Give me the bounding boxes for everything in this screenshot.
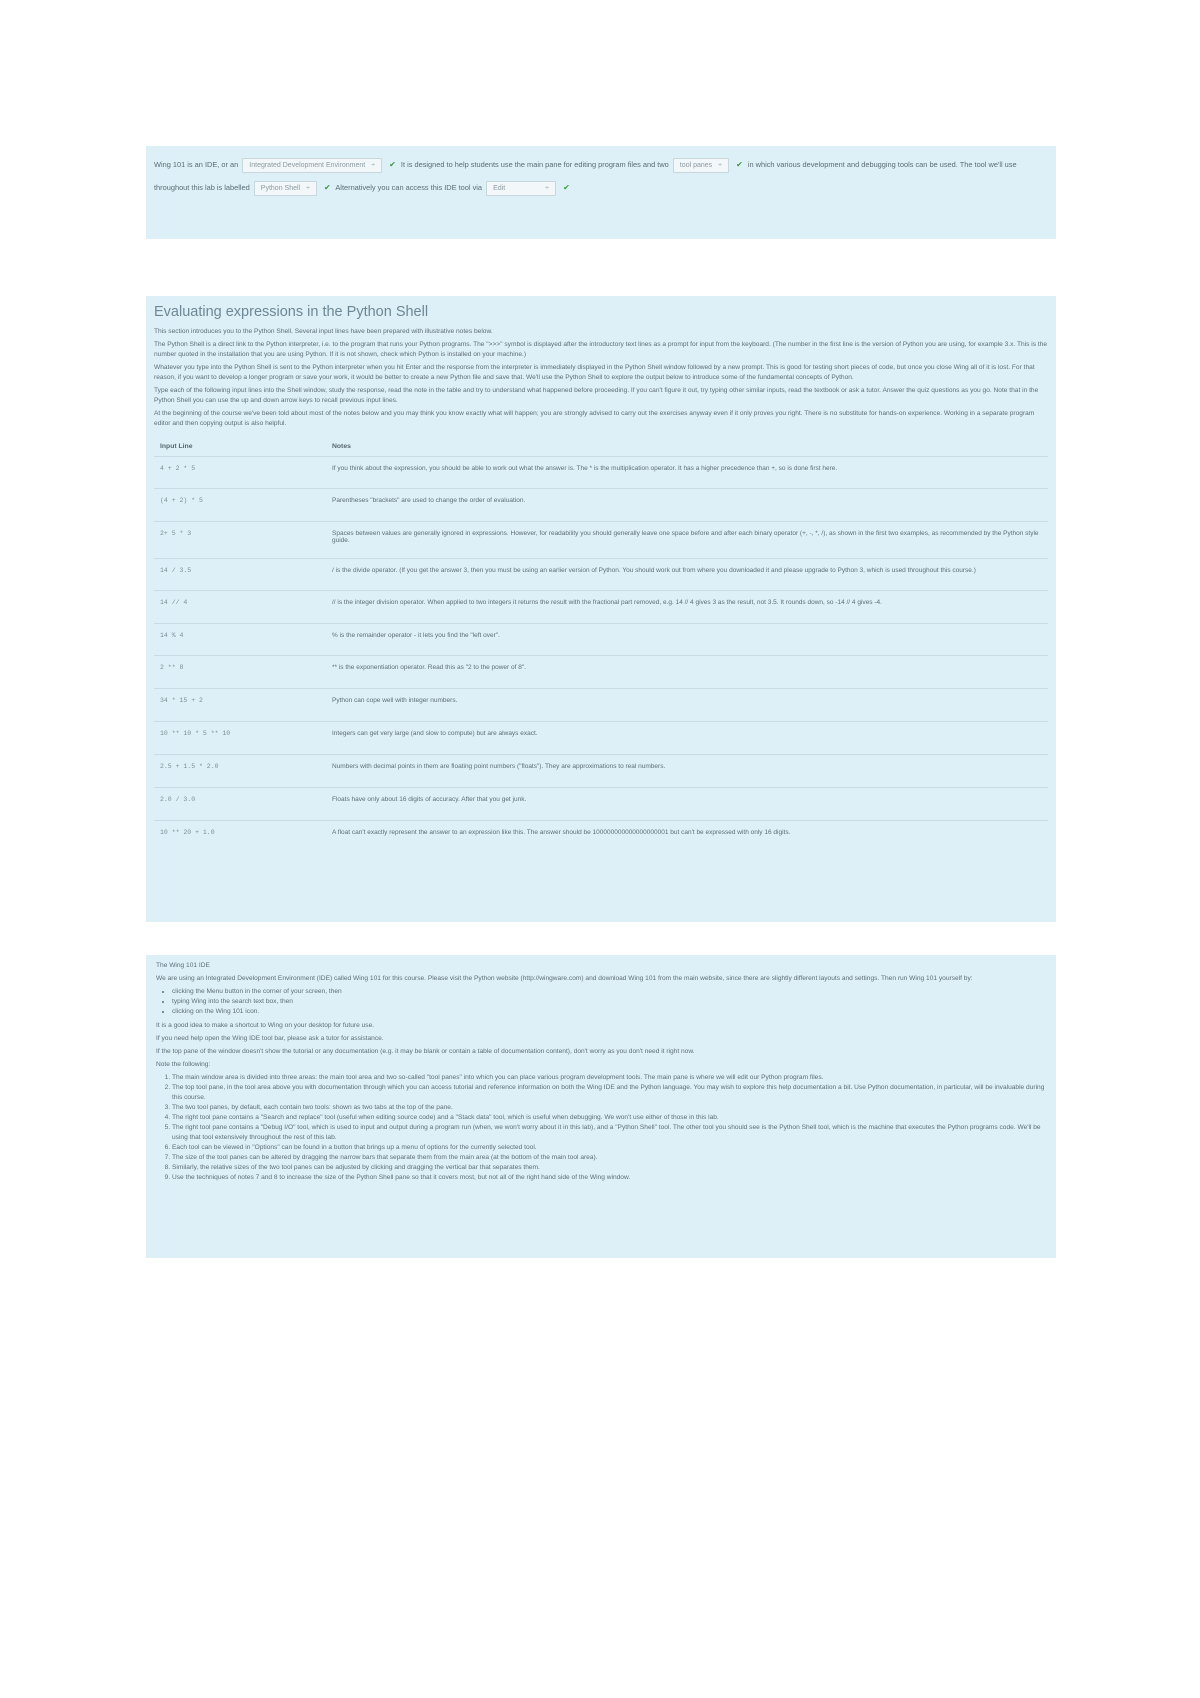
- list-item: 7. The size of the tool panes can be altered by dragging the narrow bars that separate them from the main area (at the bottom of the main tool area).: [172, 1153, 1046, 1163]
- note-cell: If you think about the expression, you should be able to work out what the answer is. The * is the multiplication operator. It has a higher precedence than +, so is done first here.: [326, 457, 1048, 489]
- wing-paragraph: If the top pane of the window doesn't show the tutorial or any documentation (e.g. it may be blank or contain a table of documentation content), don't worry as you don't need it right now.: [156, 1048, 695, 1055]
- wing-ide-panel: [146, 955, 1056, 1258]
- input-line: 10 ** 10 * 5 ** 10: [154, 722, 326, 755]
- input-line: (4 + 2) * 5: [154, 489, 326, 522]
- expressions-table: [154, 437, 1048, 861]
- note-cell: ** is the exponentiation operator. Read this as "2 to the power of 8".: [326, 656, 1048, 689]
- table-row: [154, 489, 1048, 522]
- input-line: 4 + 2 * 5: [154, 457, 326, 489]
- input-line: 10 ** 20 + 1.0: [154, 821, 326, 861]
- note-cell: A float can't exactly represent the answer to an expression like this. The answer should be 100000000000000000001 but can't be expressed with only 16 digits.: [326, 821, 1048, 861]
- section-paragraph: At the beginning of the course we've been told about most of the notes below and you may think you know exactly what will happen; you are strongly advised to carry out the exercises anyway even if it only proves you right. There is no substitute for hands-on experience. Working in a separate program editor and then copying output is also helpful.: [154, 410, 1035, 427]
- list-item: 4. The right tool pane contains a "Search and replace" tool (useful when editing source code) and a "Stack data" tool, which is useful when debugging. We won't use either of those in this lab.: [172, 1113, 1046, 1123]
- check-icon: ✔: [324, 183, 331, 192]
- panes-dropdown[interactable]: tool panes ÷: [673, 158, 729, 173]
- note-cell: Spaces between values are generally ignored in expressions. However, for readability you should generally leave one space before and after each binary operator (+, -, *, /), as shown in the first two examples, as recommended by the Python style guide.: [326, 522, 1048, 559]
- table-row: [154, 722, 1048, 755]
- input-line: 14 // 4: [154, 591, 326, 624]
- chevron-down-icon: ÷: [306, 184, 310, 192]
- quiz-text-4: used. The tool we'll use throughout this lab is labelled: [154, 160, 1017, 192]
- table-row: [154, 559, 1048, 591]
- wing-steps-list: [156, 987, 1046, 1017]
- input-line: 2.5 + 1.5 * 2.0: [154, 755, 326, 788]
- note-cell: % is the remainder operator - it lets you find the "left over".: [326, 624, 1048, 656]
- list-item: • clicking on the Wing 101 icon.: [172, 1007, 1046, 1017]
- input-line: 14 / 3.5: [154, 559, 326, 591]
- list-item: • clicking the Menu button in the corner of your screen, then: [172, 987, 1046, 997]
- note-cell: Python can cope well with integer numbers.: [326, 689, 1048, 722]
- input-line: 14 % 4: [154, 624, 326, 656]
- wing-paragraph: It is a good idea to make a shortcut to Wing on your desktop for future use.: [156, 1022, 375, 1029]
- ide-acronym-dropdown[interactable]: Integrated Development Environment ÷: [242, 158, 382, 173]
- column-header-input: Input Line: [160, 443, 193, 450]
- section-paragraph: This section introduces you to the Python Shell. Several input lines have been prepared with illustrative notes below.: [154, 328, 493, 335]
- table-row: [154, 689, 1048, 722]
- list-item: 5. The right tool pane contains a "Debug I/O" tool, which is used to input and output during a program run (when, we won't worry about it in this lab), and a "Python Shell" tool. The other tool you should see is the Python Shell tool, which is the machine that executes the Python programs code. We'll be using that tool extensively throughout the rest of this lab.: [172, 1123, 1046, 1143]
- list-item: 9. Use the techniques of notes 7 and 8 to increase the size of the Python Shell pane so that it covers most, but not all of the right hand side of the Wing window.: [172, 1173, 1046, 1183]
- tool-dropdown[interactable]: Python Shell ÷: [254, 181, 317, 196]
- wing-title: The Wing 101 IDE: [156, 962, 210, 969]
- wing-notes-list: [156, 1073, 1046, 1183]
- quiz-panel: [146, 146, 1056, 239]
- input-line: 2 ** 8: [154, 656, 326, 689]
- check-icon: ✔: [736, 160, 743, 169]
- section-title: Evaluating expressions in the Python Shell: [154, 304, 429, 320]
- note-cell: / is the divide operator. (If you get the answer 3, then you must be using an earlier version of Python. You should work out from where you downloaded it and please upgrade to Python 3, which is used throughout this course.): [326, 559, 1048, 591]
- check-icon: ✔: [563, 183, 570, 192]
- table-row: [154, 457, 1048, 489]
- input-line: 2+ 5 * 3: [154, 522, 326, 559]
- chevron-down-icon: ÷: [545, 184, 549, 192]
- note-cell: Floats have only about 16 digits of accuracy. After that you get junk.: [326, 788, 1048, 821]
- table-row: [154, 656, 1048, 689]
- table-row: [154, 591, 1048, 624]
- menu-dropdown[interactable]: Edit ÷: [486, 181, 556, 196]
- expressions-panel: [146, 296, 1056, 922]
- note-cell: Parentheses "brackets" are used to change the order of evaluation.: [326, 489, 1048, 522]
- list-item: • typing Wing into the search text box, then: [172, 997, 1046, 1007]
- table-header-row: [154, 437, 1048, 457]
- section-paragraph: Type each of the following input lines into the Shell window, study the response, read the note in the table and try to understand what happened before proceeding. If you can't figure it out, try typing other similar inputs, read the textbook or ask a tutor. Answer the quiz questions as you go. Note that in the Python Shell you can use the up and down arrow keys to recall previous input lines.: [154, 387, 1039, 404]
- table-row: [154, 788, 1048, 821]
- table-row: [154, 821, 1048, 861]
- list-item: 2. The top tool pane, in the tool area above you with documentation through which you can access tutorial and reference information on both the Wing IDE and the Python language. You may wish to explore this help documentation a bit. Use Python documentation, in particular, will be invaluable during this course.: [172, 1083, 1046, 1103]
- input-line: 2.0 / 3.0: [154, 788, 326, 821]
- note-cell: Numbers with decimal points in them are floating point numbers ("floats"). They are approximations to real numbers.: [326, 755, 1048, 788]
- table-row: [154, 624, 1048, 656]
- input-line: 34 * 15 + 2: [154, 689, 326, 722]
- table-row: [154, 522, 1048, 559]
- quiz-text-1: Wing 101 is an IDE, or an: [154, 160, 239, 169]
- list-item: 3. The two tool panes, by default, each contain two tools: shown as two tabs at the top of the pane.: [172, 1103, 1046, 1113]
- quiz-text-3: in which various development and debugging tools can be: [747, 160, 938, 169]
- note-cell: Integers can get very large (and slow to compute) but are always exact.: [326, 722, 1048, 755]
- chevron-down-icon: ÷: [718, 161, 723, 169]
- note-cell: // is the integer division operator. When applied to two integers it returns the result with the fractional part removed, e.g. 14 // 4 gives 3 as the result, not 3.5. It rounds down, so -14 // 4 gives -4.: [326, 591, 1048, 624]
- list-item: 6. Each tool can be viewed in "Options" can be found in a button that brings up a menu of options for the currently selected tool.: [172, 1143, 1046, 1153]
- quiz-text-2: It is designed to help students use the main pane for editing program files and two: [400, 160, 669, 169]
- section-paragraph: Whatever you type into the Python Shell is sent to the Python interpreter when you hit Enter and the response from the interpreter is immediately displayed in the Python Shell window followed by a new prompt. This is good for testing short pieces of code, but once you close Wing all of it is lost. For that reason, if you want to develop a longer program or save your work, it would be better to create a new Python file and save that. We'll use the Python Shell to explore the output below to introduce some of the fundamental concepts of Python.: [154, 364, 1035, 381]
- chevron-down-icon: ÷: [371, 161, 376, 169]
- wing-paragraph: If you need help open the Wing IDE tool bar, please ask a tutor for assistance.: [156, 1035, 384, 1042]
- list-item: 8. Similarly, the relative sizes of the two tool panes can be adjusted by clicking and dragging the vertical bar that separates them.: [172, 1163, 1046, 1173]
- column-header-notes: Notes: [332, 443, 351, 450]
- wing-intro: We are using an Integrated Development Environment (IDE) called Wing 101 for this course. Please visit the Python website (http://wingware.com) and download Wing 101 from the main website, since there are slightly different layouts and settings. Then run Wing 101 yourself by:: [156, 975, 973, 982]
- check-icon: ✔: [389, 160, 396, 169]
- list-item: 1. The main window area is divided into three areas: the main tool area and two so-called "tool panes" into which you can place various program development tools. The main pane is where we will edit our Python program files.: [172, 1073, 1046, 1083]
- section-paragraph: The Python Shell is a direct link to the Python interpreter, i.e. to the program that runs your Python programs. The ">>>" symbol is displayed after the introductory text lines as a prompt for input from the keyboard. (The number in the first line is the version of Python you are using, for example 3.x. This is the number quoted in the installation that you are using Python. If it is not shown, check which Python is installed on your machine.): [154, 341, 1048, 358]
- note-label: Note the following:: [156, 1061, 211, 1068]
- quiz-text-5: Alternatively you can access this IDE tool via: [335, 183, 483, 192]
- table-row: [154, 755, 1048, 788]
